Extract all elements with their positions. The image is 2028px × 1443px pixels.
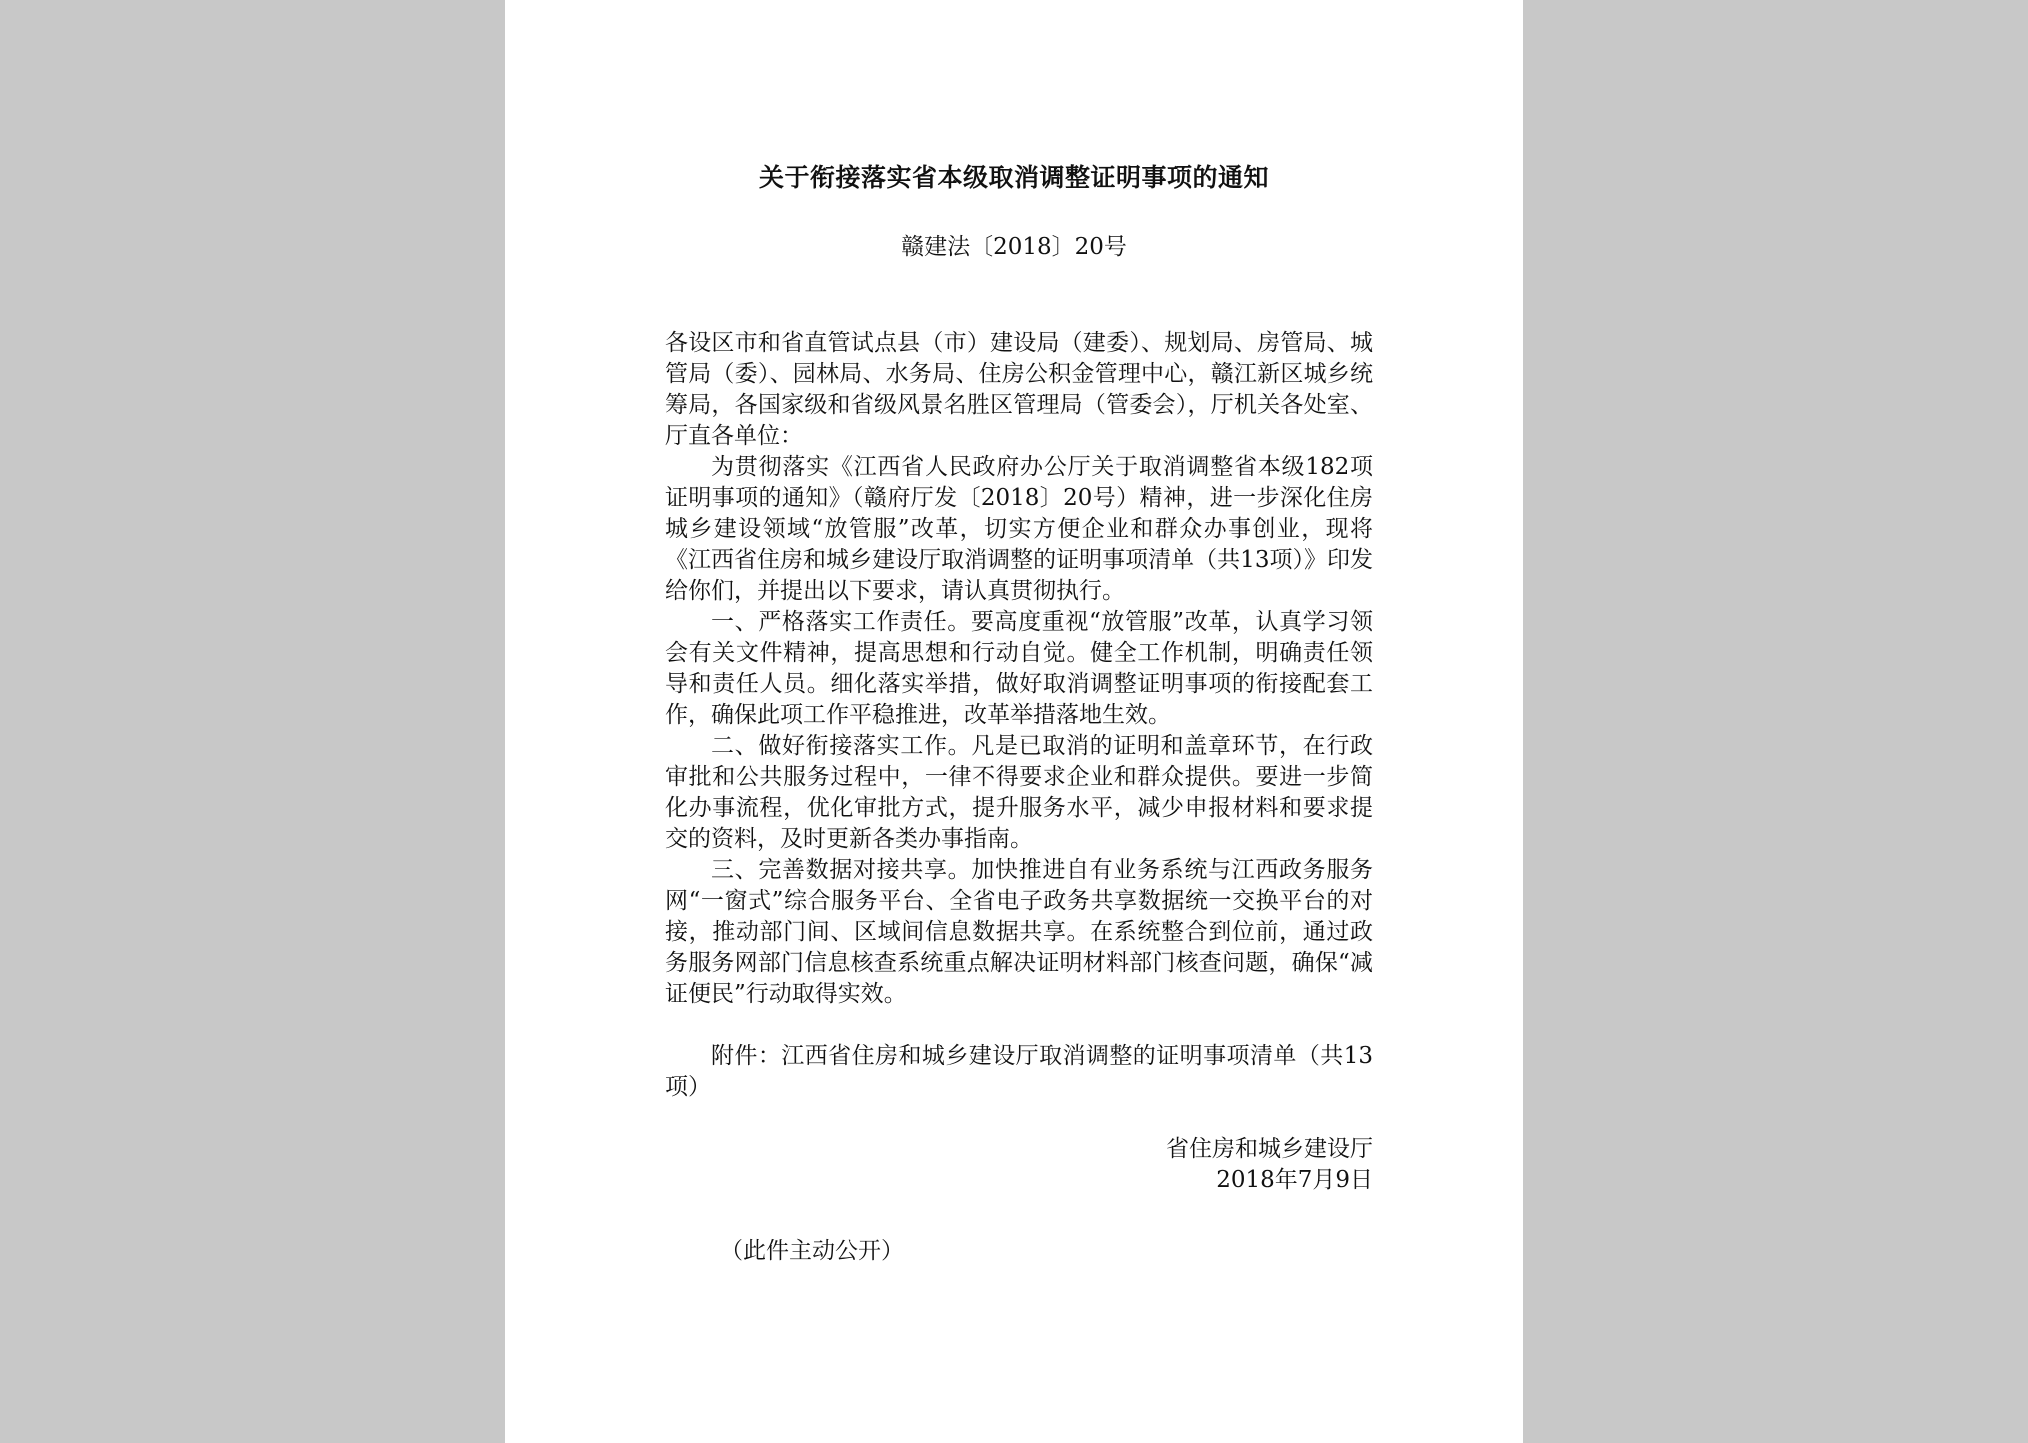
document-body [665,328,1373,1196]
attachment-note: 附件：江西省住房和城乡建设厅取消调整的证明事项清单（共13项） [665,1043,1373,1100]
addressee: 各设区市和省直管试点县（市）建设局（建委）、规划局、房管局、城管局（委）、园林局、水务局、住房公积金管理中心，赣江新区城乡统筹局，各国家级和省级风景名胜区管理局（管委会），厅机关各处室、厅直各单位： [665,330,1373,449]
document-number: 赣建法〔2018〕20号 [901,234,1127,260]
paragraph-item-3: 三、完善数据对接共享。加快推进自有业务系统与江西政务服务网“一窗式”综合服务平台、全省电子政务共享数据统一交换平台的对接，推动部门间、区域间信息数据共享。在系统整合到位前，通过政务服务网部门信息核查系统重点解决证明材料部门核查问题，确保“减证便民”行动取得实效。 [665,857,1373,1007]
paragraph-item-1: 一、严格落实工作责任。要高度重视“放管服”改革，认真学习领会有关文件精神，提高思想和行动自觉。健全工作机制，明确责任领导和责任人员。细化落实举措，做好取消调整证明事项的衔接配套工作，确保此项工作平稳推进，改革举措落地生效。 [665,609,1373,728]
issue-date: 2018年7月9日 [1216,1167,1373,1193]
paragraph-intro: 为贯彻落实《江西省人民政府办公厅关于取消调整省本级182项证明事项的通知》（赣府厅发〔2018〕20号）精神，进一步深化住房城乡建设领域“放管服”改革，切实方便企业和群众办事创业，现将《江西省住房和城乡建设厅取消调整的证明事项清单（共13项）》印发给你们，并提出以下要求，请认真贯彻执行。 [665,454,1373,604]
document-page [505,0,1523,1443]
paragraph-item-2: 二、做好衔接落实工作。凡是已取消的证明和盖章环节，在行政审批和公共服务过程中，一律不得要求企业和群众提供。要进一步简化办事流程，优化审批方式，提升服务水平，减少申报材料和要求提交的资料，及时更新各类办事指南。 [665,733,1373,852]
disclosure-note: （此件主动公开） [720,1238,904,1264]
document-title: 关于衔接落实省本级取消调整证明事项的通知 [758,163,1269,192]
issuer: 省住房和城乡建设厅 [1166,1136,1373,1162]
